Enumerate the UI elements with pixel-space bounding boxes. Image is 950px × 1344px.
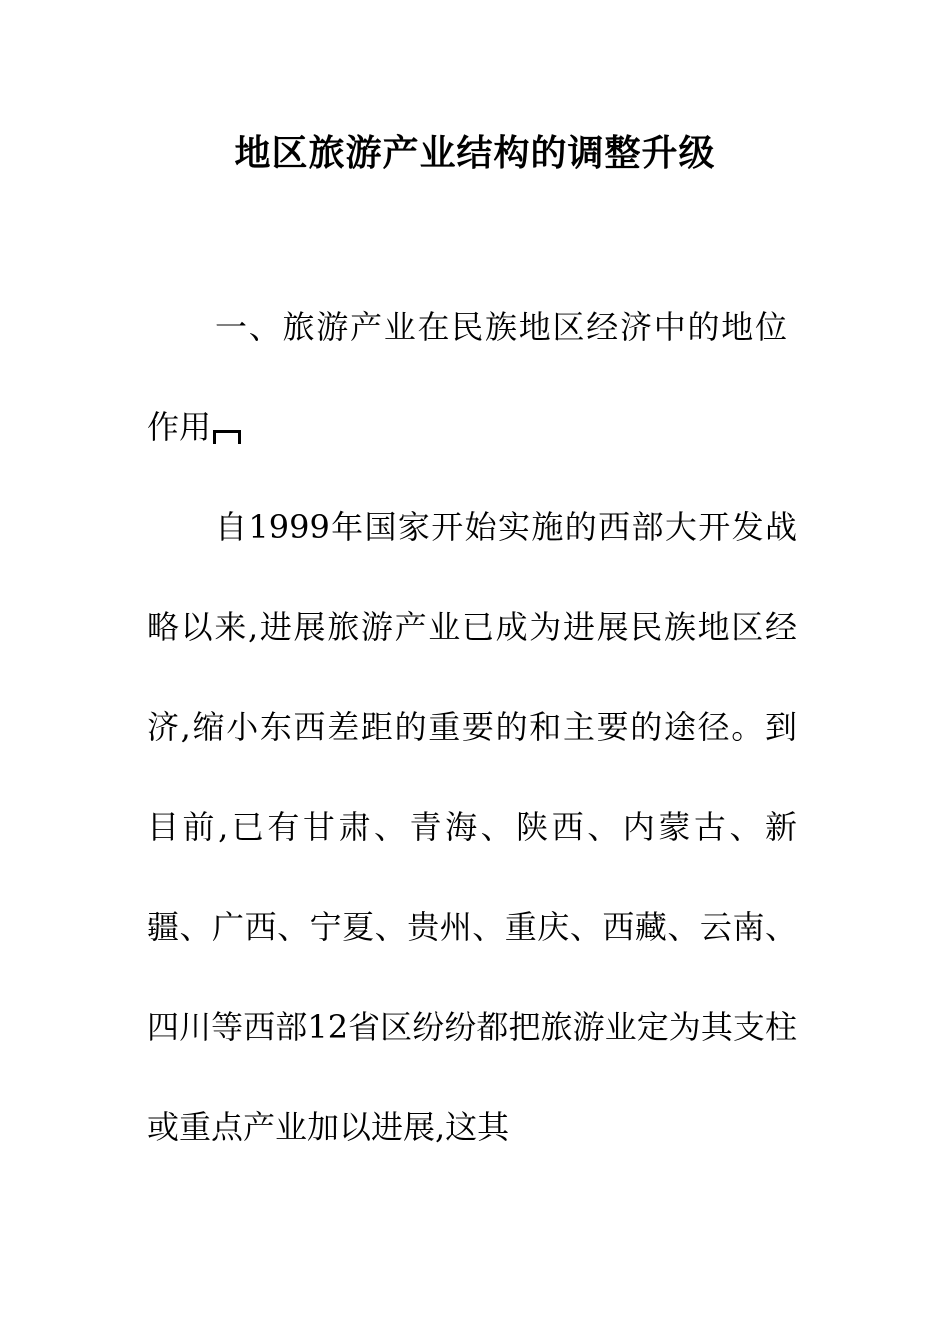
section-heading-text: 一、旅游产业在民族地区经济中的地位作用 — [147, 308, 787, 446]
body-paragraph: 自1999年国家开始实施的西部大开发战略以来,进展旅游产业已成为进展民族地区经济,缩小东西差距的重要的和主要的途径。到目前,已有甘肃、青海、陕西、内蒙古、新疆、广西、宁夏、贵州、重庆、西藏、云南、四川等西部12省区纷纷都把旅游业定为其支柱或重点产业加以进展,这其 — [147, 508, 797, 1146]
heading-anchor-mark — [213, 430, 241, 444]
document-title: 地区旅游产业结构的调整升级 — [234, 132, 716, 174]
section-heading — [147, 277, 787, 477]
